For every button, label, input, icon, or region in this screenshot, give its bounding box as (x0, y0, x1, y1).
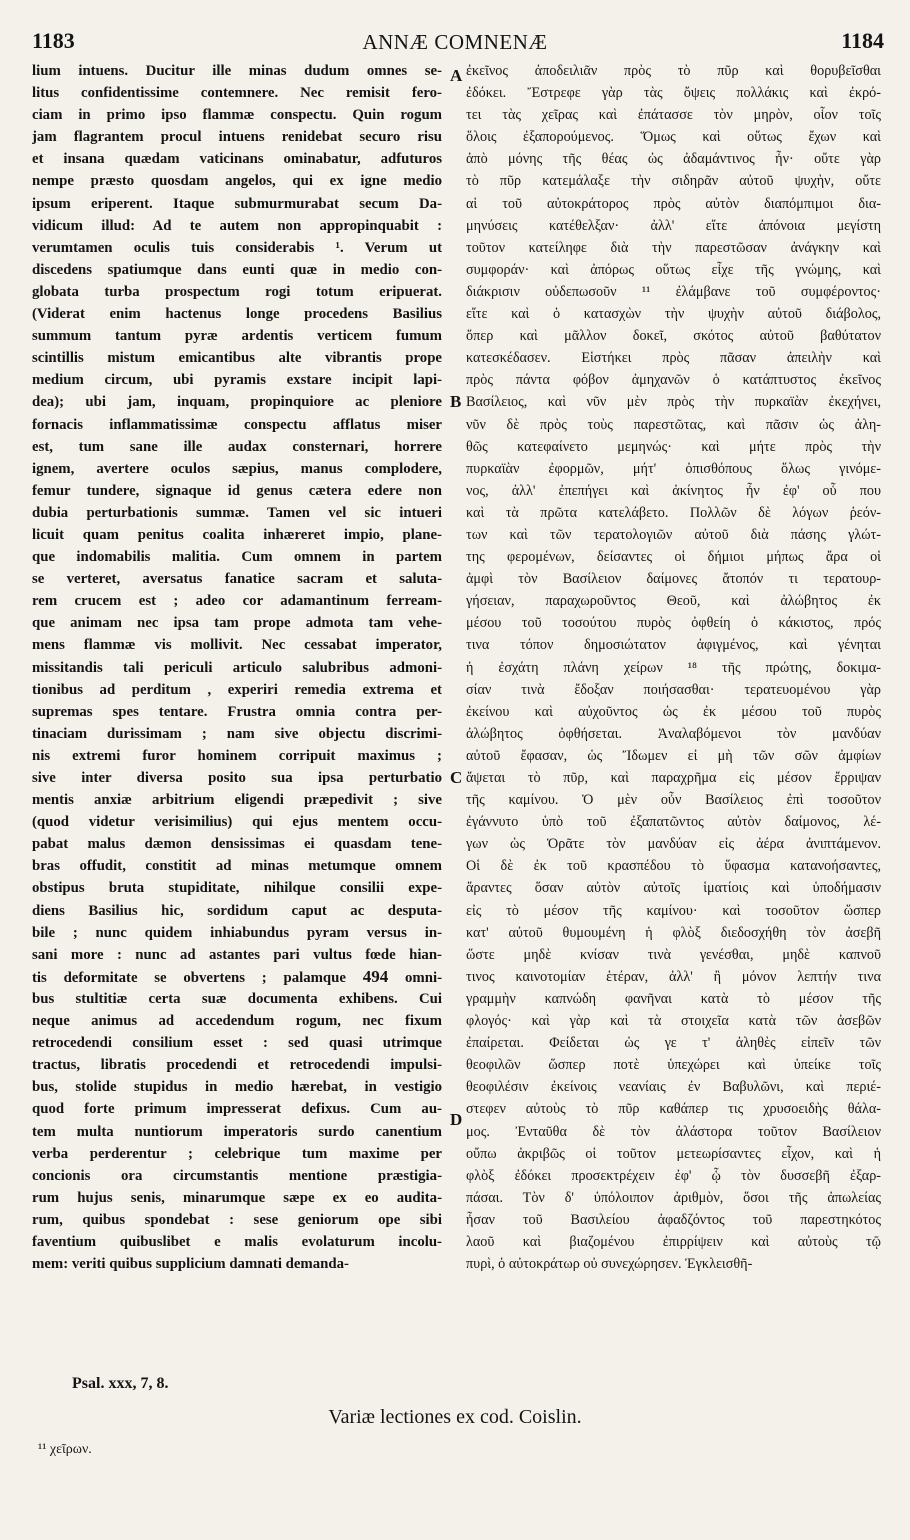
latin-text-line: sani more : nunc ad astantes pari vultus fœde hian- (32, 946, 442, 963)
greek-text-line: πρὸς πάντα φόβον ἀμηχανῶν ὁ κατάπτυστος ἐκεῖνος (466, 372, 881, 389)
greek-text-line: θεοφιλέσιν ἐκείνοις νεανίαις ἐν Βαβυλῶνι, καὶ περιέ- (466, 1079, 881, 1096)
latin-text-line: globata turba prospectum rogi totum eripuerat. (32, 283, 442, 300)
latin-text-line: fornacis inflammatissimæ conspectu afflatus miser (32, 416, 442, 433)
greek-column (466, 60, 881, 1275)
latin-text-line: tractus, libratis procedendi et retrocedendi impulsi- (32, 1057, 442, 1074)
latin-text-line: et insana quædam vaticinans ominabatur, adfuturos (32, 151, 442, 168)
greek-text-line: γων ὡς Ὁρᾶτε τὸν μανδύαν εἰς ἀέρα ἀνιπτάμενον. (466, 836, 881, 853)
latin-text-line: nis extremi furor hominem corripuit maximus ; (32, 747, 442, 764)
greek-text-line: φλὸξ ἐδόκει προσεκτρέχειν ἐφ' ᾧ τὸν δυσσεβῆ ἐξαρ- (466, 1167, 881, 1184)
greek-text-line: ἐδόκει. Ἔστρεφε γὰρ τὰς ὄψεις πολλάκις καὶ ἐκρό- (466, 85, 881, 102)
greek-text-line: ἀμφὶ τὸν Βασίλειον δαίμονες ἄτοπόν τι τερατουρ- (466, 571, 881, 588)
greek-text-line: μέσου τοῦ τοσούτου πυρὸς ὀφθείη ὁ κάκιστος, πρός (466, 615, 881, 632)
greek-text-line: ἐκεῖνος ἀποδειλιᾶν πρὸς τὸ πῦρ καὶ θορυβεῖσθαι (466, 63, 881, 79)
greek-text-line: νῦν δὲ πρὸς τοὺς παρεστῶτας, καὶ πᾶσιν ὡς ἀλη- (466, 416, 881, 433)
latin-text-line: neque animus ad accedendum rogum, nec fixum (32, 1013, 442, 1030)
latin-text-line: retrocedendi consilium esset : sed quasi utrimque (32, 1035, 442, 1052)
latin-text-line: rum, quibus spondebat : sese geniorum ope sibi (32, 1211, 442, 1228)
latin-text-line: ciam in primo ipso flammæ conspectu. Quin rogum (32, 107, 442, 124)
greek-text-line: φλογός· καὶ γὰρ καὶ τὰ στοιχεῖα κατὰ τῶν ἀσεβῶν (466, 1013, 881, 1030)
greek-text-line: εἴτε καὶ ὁ κατασχὼν τὴν ψυχὴν αὐτοῦ διάβολος, (466, 306, 881, 323)
footnote-greek: ¹¹ χεῖρων. (38, 1442, 92, 1457)
latin-text-line: mem: veriti quibus supplicium damnati demanda- (32, 1256, 349, 1273)
greek-text-line: κατ' αὐτοῦ θυμουμένη ἡ φλὸξ διεδοσχήθη τὸν ἀσεβῆ (466, 924, 881, 941)
latin-text-line: bus stultitiæ certa suæ documenta exhibens. Cui (32, 990, 442, 1007)
latin-text-line: tis deformitate se obvertens ; palamque 494 omni- (32, 966, 442, 986)
latin-text-line: ipsum eriperent. Itaque submurmurabat secum Da- (32, 195, 442, 212)
latin-text-line: rum hujus senis, minarumque sæpe ex eo audita- (32, 1189, 442, 1206)
latin-text-line: femur tundere, signaque id genus cætera edere non (32, 482, 442, 499)
latin-text-line: que animam nec ipsa tam prope admota tam vehe- (32, 615, 442, 632)
section-marker-c: C (450, 768, 463, 787)
greek-text-line: ἐγάννυτο ὑπὸ τοῦ ἐξαπατῶντος αὐτὸν δαίμονος, λέ- (466, 814, 881, 831)
greek-text-line: τὸ πῦρ κατεμάλαξε τὴν σιδηρᾶν αὐτοῦ ψυχὴν, οὔτε (466, 173, 881, 190)
latin-text-line: lium intuens. Ducitur ille minas dudum omnes se- (32, 63, 442, 79)
latin-text-line: supremas spes tentare. Frustra omnia contra per- (32, 703, 442, 720)
page-number-right: 1184 (841, 28, 884, 53)
greek-text-line: πυρκαϊὰν ἐφορμῶν, μήτ' ὀπισθόπους ὅλως γινόμε- (466, 460, 881, 477)
greek-text-line: αὐτοῦ ἔφασαν, ὡς Ἴδωμεν εἰ μὴ τῶν σῶν ἀμφίων (466, 747, 881, 764)
page-number-left: 1183 (32, 28, 75, 53)
latin-column (32, 60, 442, 1275)
latin-text-line: licuit quam penitus coalita inhæreret impio, plane- (32, 526, 442, 543)
greek-text-line: τινος καινοτομίαν ἑτέραν, ἀλλ' ἢ μόνον λεπτήν τινα (466, 968, 881, 985)
greek-text-line: ὥστε μηδὲ κνίσαν τινὰ γενέσθαι, μηδὲ καπνοῦ (466, 946, 881, 963)
latin-text-line: pabat malus dæmon densissimas ei quasdam tene- (32, 836, 442, 853)
greek-text-line: ἡ ἐσχάτη πλάνη χείρων ¹⁸ τῆς πρώτης, δοκιμα- (466, 659, 881, 676)
greek-text-line: Οἱ δὲ ἐκ τοῦ κρασπέδου τὸ ὕφασμα κατανοήσαντες, (466, 858, 881, 875)
latin-text-line: concionis ora circumstantis mentione præstigia- (32, 1167, 442, 1184)
latin-text-line: nempe præsto quosdam angelos, qui ex igne medio (32, 173, 442, 190)
greek-text-line: Βασίλειος, καὶ νῦν μὲν πρὸς τὴν πυρκαϊὰν ἐκεχήνει, (466, 394, 881, 411)
variae-lectiones-title: Variæ lectiones ex cod. Coislin. (328, 1406, 582, 1428)
latin-text-line: quod forte primum impresserat defixus. Cum au- (32, 1101, 442, 1118)
greek-text-line: μος. Ἐνταῦθα δὲ τὸν ἀλάστορα τοῦτον Βασίλειον (466, 1123, 881, 1140)
greek-text-line: ἅραντες ὅσαν αὐτὸν αὐτοῖς ἱματίοις καὶ ὑποδήμασιν (466, 880, 881, 897)
greek-text-line: ὅλοις ἐξαπορούμενος. Ὅμως καὶ οὕτως ἔχων καὶ (466, 129, 881, 146)
latin-text-line: jam flagrantem procul intuens renidebat securo risu (32, 129, 442, 146)
greek-text-line: καὶ τὰ πρῶτα κατελάβετο. Πολλῶν δὲ λόγων ῥεόν- (466, 504, 881, 521)
greek-text-line: γήσειαν, παραχωροῦντος Θεοῦ, καὶ ἀλώβητος ἐκ (466, 593, 881, 610)
greek-text-line: σίαν τινὰ ἔδοξαν ποιήσασθαι· τερατευομένου γὰρ (466, 681, 881, 698)
latin-text-line: mentis anxiæ arbitrium eligendi præpedivit ; sive (32, 792, 442, 809)
greek-text-line: ὅπερ καὶ μᾶλλον δοκεῖ, σκότος αὐτοῦ βαθύτατον (466, 328, 881, 345)
greek-text-line: θῶς κατεφαίνετο μεμηνώς· καὶ μήτε πρὸς τὴν (466, 438, 881, 455)
latin-text-line: tem multa nuntiorum imperatoris surdo canentium (32, 1123, 442, 1140)
greek-text-line: μηνύσεις κατέθελξαν· ἀλλ' εἴτε ἀπόνοια μεγίστη (466, 217, 881, 234)
greek-text-line: ἐπαίρεται. Φείδεται ὡς γε τ' ἀληθὲς εἰπεῖν τῶν (466, 1035, 881, 1052)
latin-text-line: missitandis tali periculi articulo salubribus admoni- (32, 659, 442, 676)
latin-text-line: litus confidentissime contemnere. Nec remisit fero- (32, 85, 442, 102)
latin-text-line: se verteret, aversatus fanatice sacram et saluta- (32, 571, 442, 588)
latin-text-line: obstipus bruta stupiditate, nihilque consilii expe- (32, 880, 442, 897)
latin-text-line: scintillis mistum emicantibus alte vibrantis prope (32, 350, 442, 367)
greek-text-line: ἐκείνου καὶ αὐχοῦντος ὡς ἐκ μέσου τοῦ πυρὸς (466, 703, 881, 720)
latin-text-line: (Viderat enim hactenus longe procedens Basilius (32, 306, 442, 323)
greek-text-line: συμφοράν· καὶ ἀπόρως οὕτως εἶχε τῆς γνώμης, καὶ (466, 261, 881, 278)
latin-text-line: (quod videtur verisimilius) qui ejus mentem occu- (32, 814, 442, 831)
greek-text-line: των καὶ τῶν τερατολογιῶν αὐτοῦ διὰ πάσης γλώτ- (466, 526, 881, 543)
latin-text-line: tionibus ad perditum , experiri remedia extrema et (32, 681, 442, 698)
latin-text-line: diens Basilius hic, sordidum caput ac desputa- (32, 902, 442, 919)
latin-text-line: bile ; nunc quidem inhiabundus pyram versus in- (32, 924, 442, 941)
greek-text-line: λαοῦ καὶ βιαζομένου ἐπιρρίψειν καὶ αὐτοὺς τῷ (466, 1233, 881, 1250)
latin-text-line: que indomabilis malitia. Cum omnem in partem (32, 549, 442, 566)
latin-text-line: summum tantum pyræ ardentis verticem fumum (32, 328, 442, 345)
latin-text-line: discedens spatiumque dans eunti quæ in medio con- (32, 261, 442, 278)
section-marker-b: B (450, 392, 462, 411)
latin-text-line: verumtamen oculis tuis considerabis ¹. Verum ut (32, 239, 442, 256)
latin-text-line: est, tum sane ille audax consternari, horrere (32, 438, 442, 455)
running-head: ANNÆ COMNENÆ (362, 30, 548, 54)
greek-text-line: τῆς καμίνου. Ὁ μὲν οὖν Βασίλειος ἐπὶ τοσοῦτον (466, 792, 881, 809)
latin-text-line: rem crucem est ; adeo cor adamantinum ferream- (32, 593, 442, 610)
greek-text-line: θεοφιλῶν ὥσπερ ποτὲ ὑπεχώρει καὶ ὑπείκε τοῖς (466, 1057, 881, 1074)
latin-text-line: dubia perturbationis summæ. Tamen vel sic intueri (32, 504, 442, 521)
greek-text-line: τει τὰς χεῖρας καὶ ἐπάτασσε τὸν μηρὸν, οἷον τοῖς (466, 107, 881, 124)
greek-text-line: στεφεν αὐτοὺς τὸ πῦρ καθάπερ τις χρυσοειδὴς θάλα- (466, 1101, 881, 1118)
latin-text-line: medium circum, ubi pyramis exstare incipit lapi- (32, 372, 442, 389)
latin-text-line: verba perderentur ; celebrique tum maxime per (32, 1145, 442, 1162)
latin-text-line: faventium quibuslibet e malis evolaturum incolu- (32, 1233, 442, 1250)
latin-text-line: vidicum illud: Ad te autem non appropinquabit : (32, 217, 442, 234)
greek-text-line: τινα τόπον δημοσιώτατον ἀφιγμένος, καὶ γένηται (466, 637, 881, 654)
greek-text-line: γραμμὴν καπνώδη φανῆναι κατὰ τὸ μέσον τῆς (466, 990, 881, 1007)
greek-text-line: ἀπὸ μόνης τῆς θέας ὡς ἀδαμάντινος ἦν· οὔτε γὰρ (466, 151, 881, 168)
greek-text-line: κατεσκέδασεν. Εἱστήκει πρὸς πᾶσαν ἀπειλὴν καὶ (466, 350, 881, 367)
latin-text-line: dea); ubi jam, inquam, propinquiore ac pleniore (32, 394, 442, 411)
greek-text-line: ἅψεται τὸ πῦρ, καὶ παραχρῆμα εἰς μέσον ἔρριψαν (466, 770, 881, 786)
latin-text-line: tinaciam durissimam ; nam sive objectu discrimi- (32, 725, 442, 742)
greek-text-line: διάκρισιν οὐδεπωσοῦν ¹¹ ἐλάμβανε τοῦ συμφέροντος· (466, 283, 881, 300)
column-page-number: 494 (362, 966, 389, 986)
section-marker-a: A (450, 66, 463, 85)
latin-text-line: mens flammæ vis mollivit. Nec cessabat imperator, (32, 637, 442, 654)
greek-text-line: πυρὶ, ὁ αὐτοκράτωρ οὐ συνεχώρησεν. Ἐγκλεισθῆ- (466, 1256, 753, 1273)
greek-text-line: νος, ἀλλ' ἐπεπήγει καὶ ἀκίνητος ἦν ἐφ' οὗ που (466, 482, 881, 499)
greek-text-line: της φερομένων, δείσαντες οἱ δήμιοι μήπως ἄρα οἱ (466, 549, 881, 566)
greek-text-line: ἦσαν τοῦ Βασιλείου ἀφαδζόντος τοῦ παρεστηκότος (466, 1211, 881, 1228)
greek-text-line: πάσαι. Τὸν δ' ὑπόλοιπον ἀριθμὸν, ὅσοι τῆς ἀπωλείας (466, 1189, 881, 1206)
footnote-latin: Psal. xxx, 7, 8. (72, 1375, 169, 1392)
greek-text-line: τοῦτον κατείληφε διὰ τὴν παρεστῶσαν ἀνάγκην καὶ (466, 239, 881, 256)
section-marker-d: D (450, 1110, 463, 1129)
latin-text-line: ignem, avertere oculos sæpius, manus complodere, (32, 460, 442, 477)
latin-text-line: sive inter diversa posito sua ipsa perturbatio (32, 770, 442, 786)
greek-text-line: αἱ τοῦ αὐτοκράτορος πρὸς αὐτὸν διαπόμπιμοι δια- (466, 195, 881, 212)
greek-text-line: ἀλώβητος ὀφθήσεται. Ἀναλαβόμενοι τὸν μανδύαν (466, 725, 881, 742)
greek-text-line: οὔπω ἀκριβῶς οἱ τοῦτον μετεωρίσαντες εἶχον, καὶ ἡ (466, 1145, 881, 1162)
latin-text-line: bras offudit, constitit ad minas metumque omnem (32, 858, 442, 875)
latin-text-line: bus, stolide stupidus in medio hærebat, in vestigio (32, 1079, 442, 1096)
greek-text-line: εἰς τὸ μέσον τῆς καμίνου· καὶ τοσοῦτον ὥσπερ (466, 902, 881, 919)
